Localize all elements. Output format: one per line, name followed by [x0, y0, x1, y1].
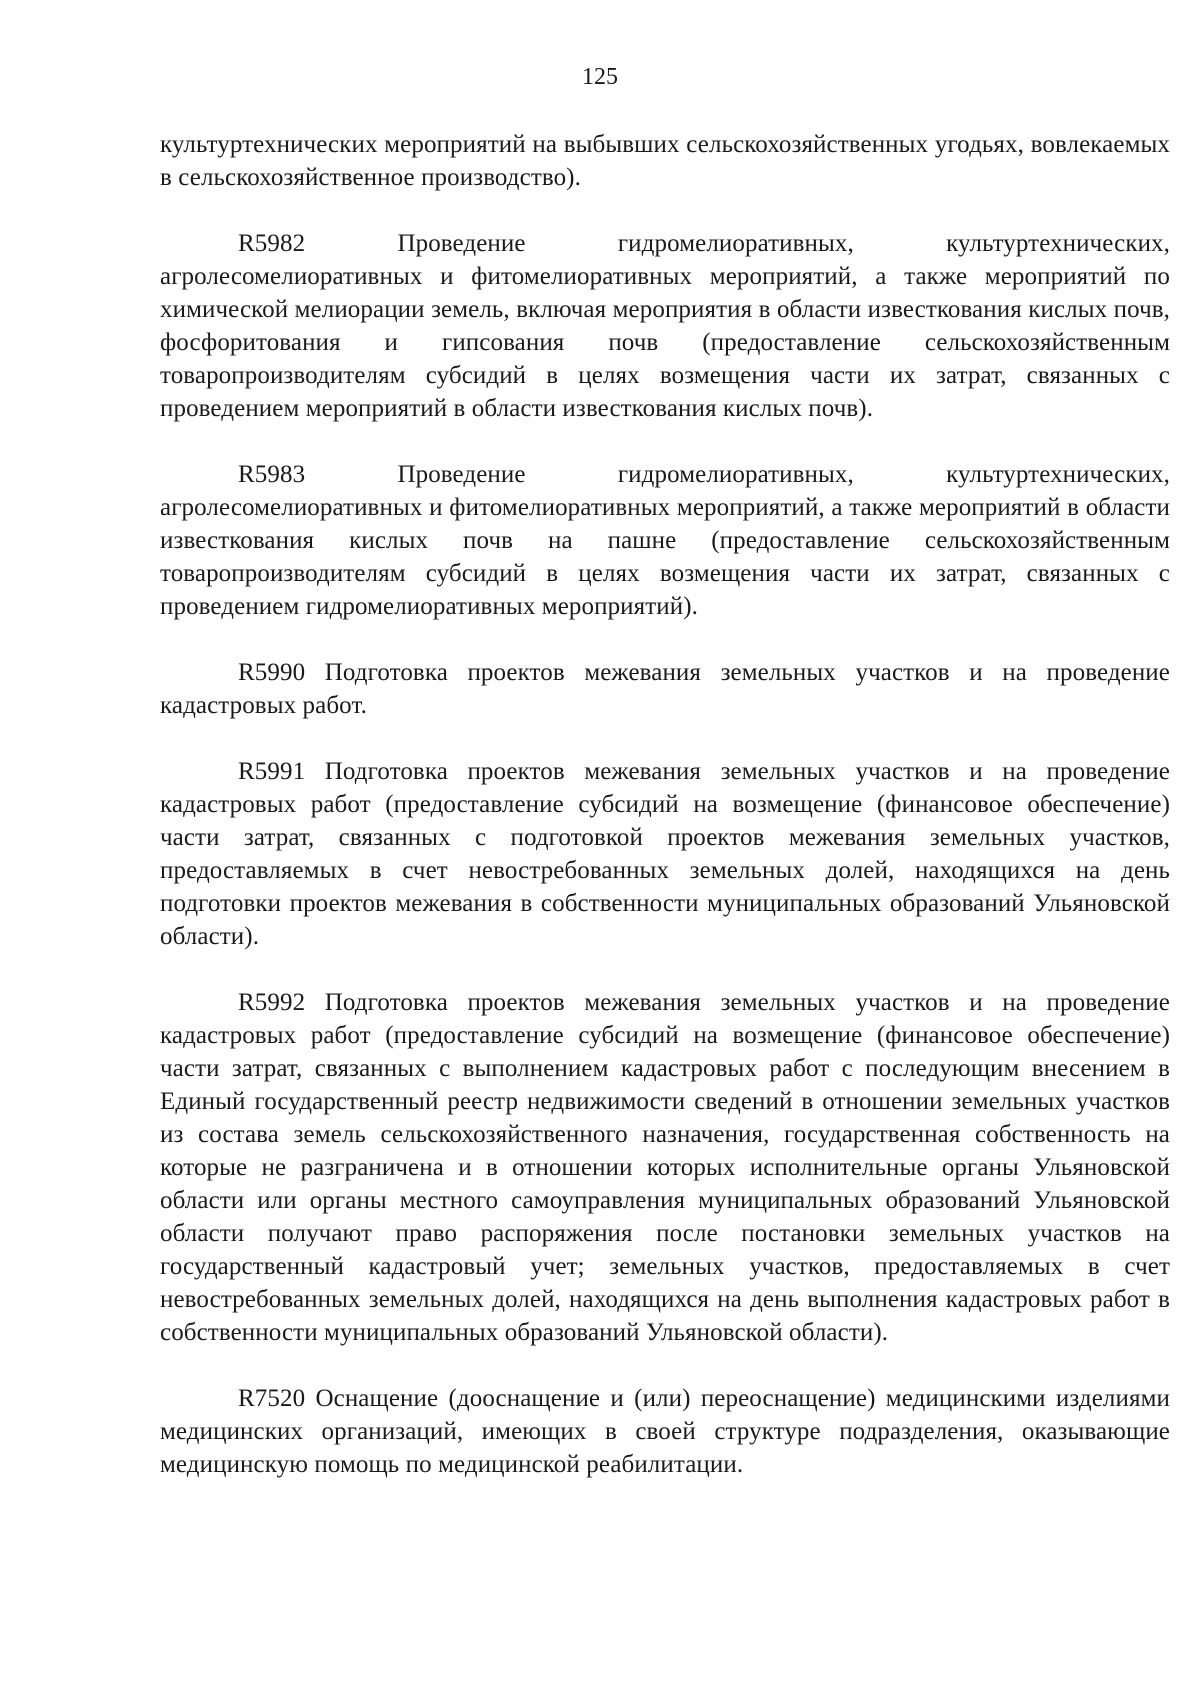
document-body: [160, 128, 1170, 1514]
paragraph-r5982: [160, 227, 1170, 425]
paragraph-r7520: [160, 1382, 1170, 1481]
paragraph-text: Оснащение (дооснащение и (или) переоснащение) медицинскими изделиями медицинских организаций, имеющих в своей структуре подразделения, оказывающие медицинскую помощь по медицинской реабилитации.: [160, 1385, 1170, 1478]
paragraph-r5992: [160, 986, 1170, 1349]
paragraph-r5990: [160, 656, 1170, 722]
paragraph-continuation: [160, 128, 1170, 194]
paragraph-text: Проведение гидромелиоративных, культуртехнических, агролесомелиоративных и фитомелиоративных мероприятий, а также мероприятий по химической мелиорации земель, включая мероприятия в области известкования кислых почв, фосфоритования и гипсования почв (предоставление сельскохозяйственным товаропроизводителям субсидий в целях возмещения части их затрат, связанных с проведением мероприятий в области известкования кислых почв).: [160, 230, 1170, 422]
paragraph-text: Проведение гидромелиоративных, культуртехнических, агролесомелиоративных и фитомелиоративных мероприятий, а также мероприятий в области известкования кислых почв на пашне (предоставление сельскохозяйственным товаропроизводителям субсидий в целях возмещения части их затрат, связанных с проведением гидромелиоративных мероприятий).: [160, 461, 1170, 620]
paragraph-code: R5983: [238, 461, 306, 488]
paragraph-code: R5990: [238, 659, 306, 686]
paragraph-code: R7520: [238, 1385, 306, 1412]
page-number: 125: [582, 64, 618, 90]
paragraph-text: Подготовка проектов межевания земельных участков и на проведение кадастровых работ.: [160, 659, 1170, 719]
paragraph-code: R5982: [238, 230, 306, 257]
paragraph-r5983: [160, 458, 1170, 623]
paragraph-r5991: [160, 755, 1170, 953]
paragraph-text: Подготовка проектов межевания земельных участков и на проведение кадастровых работ (предоставление субсидий на возмещение (финансовое обеспечение) части затрат, связанных с подготовкой проектов межевания земельных участков, предоставляемых в счет невостребованных земельных долей, находящихся на день подготовки проектов межевания в собственности муниципальных образований Ульяновской области).: [160, 758, 1170, 950]
paragraph-code: R5992: [238, 989, 306, 1016]
paragraph-text: культуртехнических мероприятий на выбывших сельскохозяйственных угодьях, вовлекаемых в сельскохозяйственное производство).: [160, 131, 1170, 191]
paragraph-code: R5991: [238, 758, 306, 785]
paragraph-text: Подготовка проектов межевания земельных участков и на проведение кадастровых работ (предоставление субсидий на возмещение (финансовое обеспечение) части затрат, связанных с выполнением кадастровых работ с последующим внесением в Единый государственный реестр недвижимости сведений в отношении земельных участков из состава земель сельскохозяйственного назначения, государственная собственность на которые не разграничена и в отношении которых исполнительные органы Ульяновской области или органы местного самоуправления муниципальных образований Ульяновской области получают право распоряжения после постановки земельных участков на государственный кадастровый учет; земельных участков, предоставляемых в счет невостребованных земельных долей, находящихся на день выполнения кадастровых работ в собственности муниципальных образований Ульяновской области).: [160, 989, 1170, 1346]
